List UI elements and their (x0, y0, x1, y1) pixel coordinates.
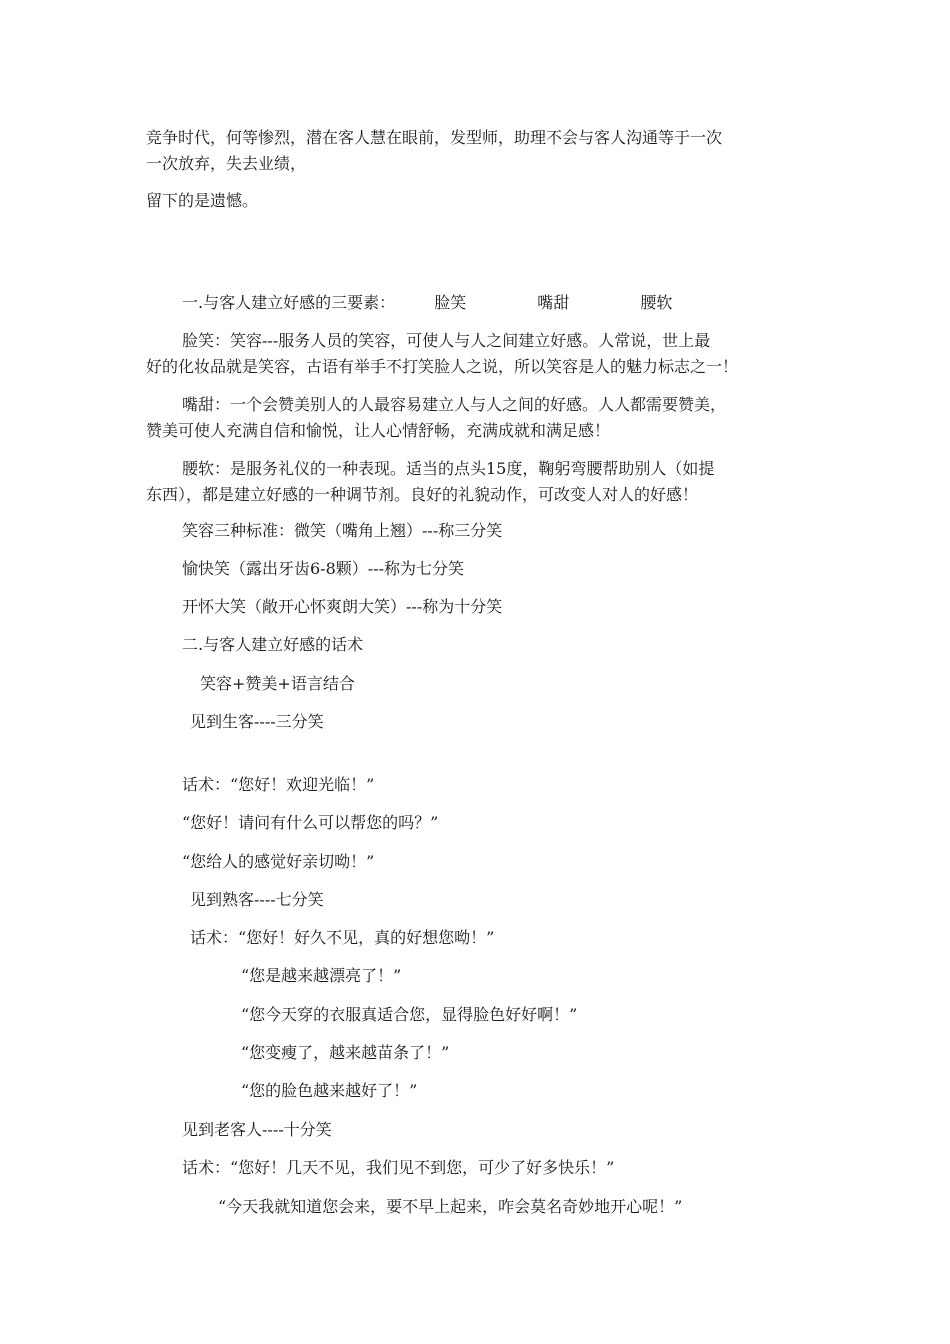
soft-waist-line-2: 东西），都是建立好感的一种调节剂。良好的礼貌动作，可改变人对人的好感！ (146, 485, 699, 504)
face-smile-line-1: 脸笑：笑容---服务人员的笑容，可使人与人之间建立好感。人常说，世上最 (182, 331, 711, 350)
regular-guest-title: 见到熟客----七分笑 (190, 890, 324, 909)
new-guest-line-1: 话术：“您好！欢迎光临！” (182, 775, 375, 794)
section-2-heading: 二.与客人建立好感的话术 (182, 635, 364, 654)
regular-guest-line-2: “您是越来越漂亮了！” (241, 966, 402, 985)
element-face-smile: 脸笑 (434, 293, 467, 312)
old-guest-title: 见到老客人----十分笑 (182, 1120, 332, 1139)
sweet-mouth-line-1: 嘴甜：一个会赞美别人的人最容易建立人与人之间的好感。人人都需要赞美， (182, 395, 727, 414)
intro-line-2: 一次放弃，失去业绩， (146, 154, 307, 173)
smile-standard-1: 笑容三种标准：微笑（嘴角上翘）---称三分笑 (182, 521, 503, 540)
smile-standard-3: 开怀大笑（敞开心怀爽朗大笑）---称为十分笑 (182, 597, 503, 616)
greeting-formula: 笑容+赞美+语言结合 (200, 674, 355, 693)
new-guest-title: 见到生客----三分笑 (190, 712, 324, 731)
regular-guest-line-3: “您今天穿的衣服真适合您，显得脸色好好啊！” (241, 1005, 578, 1024)
new-guest-line-2: “您好！请问有什么可以帮您的吗？” (182, 813, 439, 832)
intro-line-3: 留下的是遗憾。 (146, 191, 259, 210)
face-smile-line-2: 好的化妆品就是笑容，古语有举手不打笑脸人之说，所以笑容是人的魅力标志之一！ (146, 357, 739, 376)
soft-waist-line-1: 腰软：是服务礼仪的一种表现。适当的点头15度，鞠躬弯腰帮助别人（如提 (182, 459, 715, 478)
section-1-heading: 一.与客人建立好感的三要素： (182, 293, 396, 312)
regular-guest-line-4: “您变瘦了，越来越苗条了！” (241, 1043, 450, 1062)
regular-guest-line-1: 话术：“您好！好久不见，真的好想您呦！” (190, 928, 495, 947)
old-guest-line-2: “今天我就知道您会来，要不早上起来，咋会莫名奇妙地开心呢！” (218, 1197, 683, 1216)
smile-standard-2: 愉快笑（露出牙齿6-8颗）---称为七分笑 (182, 559, 464, 578)
element-sweet-mouth: 嘴甜 (537, 293, 570, 312)
section-1-heading-row (182, 292, 672, 314)
old-guest-line-1: 话术：“您好！几天不见，我们见不到您，可少了好多快乐！” (182, 1158, 615, 1177)
intro-line-1: 竞争时代，何等惨烈，潜在客人慧在眼前，发型师，助理不会与客人沟通等于一次 (146, 128, 723, 147)
regular-guest-line-5: “您的脸色越来越好了！” (241, 1081, 418, 1100)
sweet-mouth-line-2: 赞美可使人充满自信和愉悦，让人心情舒畅，充满成就和满足感！ (146, 421, 611, 440)
element-soft-waist: 腰软 (640, 293, 673, 312)
new-guest-line-3: “您给人的感觉好亲切呦！” (182, 852, 375, 871)
